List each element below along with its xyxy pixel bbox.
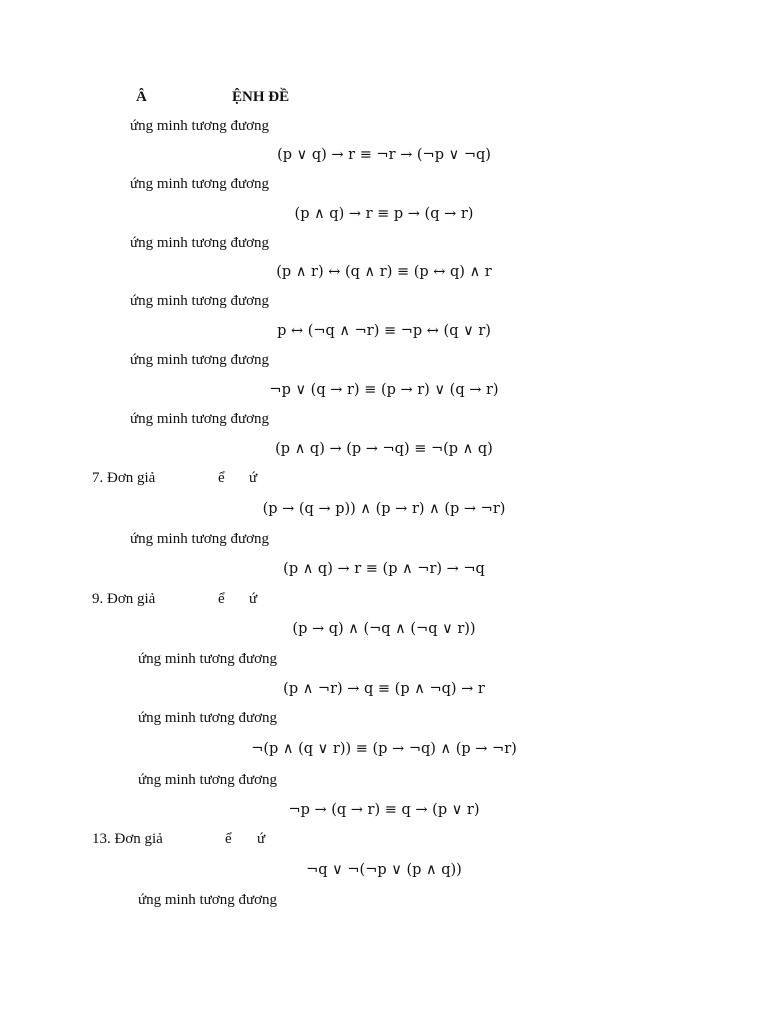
item-5-label: ứng minh tương đương — [130, 352, 270, 368]
item-1-label: ứng minh tương đương — [130, 118, 270, 134]
item-7-formula: (p → (q → p)) ∧ (p → r) ∧ (p → ¬r) — [262, 501, 506, 517]
item-13-fragment-b: ể — [225, 831, 232, 847]
item-11-label: ứng minh tương đương — [138, 710, 278, 726]
item-9-fragment-b: ể — [218, 591, 225, 607]
item-1-formula: (p ∨ q) → r ≡ ¬r → (¬p ∨ ¬q) — [277, 147, 491, 163]
item-9-number-label: 9. Đơn giả — [92, 591, 156, 607]
item-5-formula: ¬p ∨ (q → r) ≡ (p → r) ∨ (q → r) — [269, 382, 499, 398]
item-2-label: ứng minh tương đương — [130, 176, 270, 192]
header-fragment-a: Â — [136, 89, 147, 105]
item-14-label: ứng minh tương đương — [138, 892, 278, 908]
item-4-label: ứng minh tương đương — [130, 293, 270, 309]
item-3-formula: (p ∧ r) ↔ (q ∧ r) ≡ (p ↔ q) ∧ r — [276, 264, 492, 280]
item-12-formula: ¬p → (q → r) ≡ q → (p ∨ r) — [288, 802, 480, 818]
item-8-label: ứng minh tương đương — [130, 531, 270, 547]
header-title: ỆNH ĐỀ — [232, 89, 290, 105]
item-13-formula: ¬q ∨ ¬(¬p ∨ (p ∧ q)) — [306, 862, 462, 878]
item-10-label: ứng minh tương đương — [138, 651, 278, 667]
item-3-label: ứng minh tương đương — [130, 235, 270, 251]
item-6-formula: (p ∧ q) → (p → ¬q) ≡ ¬(p ∧ q) — [275, 441, 493, 457]
item-11-formula: ¬(p ∧ (q ∨ r)) ≡ (p → ¬q) ∧ (p → ¬r) — [251, 741, 517, 757]
item-13-number-label: 13. Đơn giả — [92, 831, 163, 847]
item-13-fragment-c: ứ — [257, 831, 266, 847]
item-10-formula: (p ∧ ¬r) → q ≡ (p ∧ ¬q) → r — [283, 681, 485, 697]
item-6-label: ứng minh tương đương — [130, 411, 270, 427]
item-2-formula: (p ∧ q) → r ≡ p → (q → r) — [294, 206, 474, 222]
item-8-formula: (p ∧ q) → r ≡ (p ∧ ¬r) → ¬q — [283, 561, 485, 577]
item-7-fragment-b: ể — [218, 470, 225, 486]
item-4-formula: p ↔ (¬q ∧ ¬r) ≡ ¬p ↔ (q ∨ r) — [277, 323, 491, 339]
item-9-formula: (p → q) ∧ (¬q ∧ (¬q ∨ r)) — [292, 621, 476, 637]
item-12-label: ứng minh tương đương — [138, 772, 278, 788]
item-7-number-label: 7. Đơn giả — [92, 470, 156, 486]
item-7-fragment-c: ứ — [249, 470, 258, 486]
item-9-fragment-c: ứ — [249, 591, 258, 607]
